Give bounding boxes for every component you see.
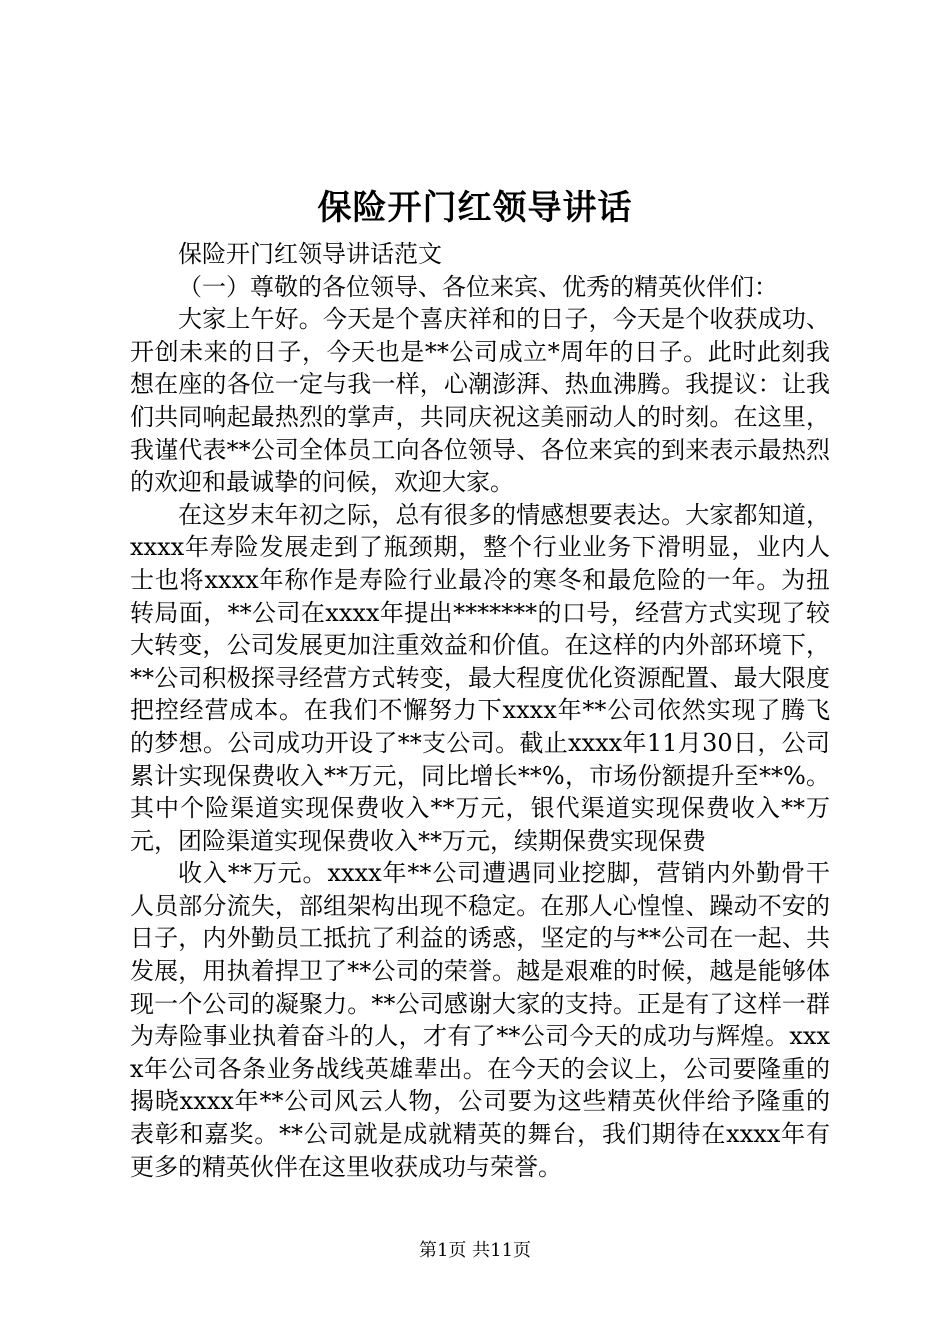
subtitle-paragraph: 保险开门红领导讲话范文 bbox=[178, 240, 442, 268]
page-number-footer: 第1页 共11页 bbox=[418, 1240, 532, 1261]
body-paragraph: 在这岁末年初之际，总有很多的情感想要表达。大家都知道，xxxx年寿险发展走到了瓶颈期，整个行业业务下滑明显，业内人士也将xxxx年称作是寿险行业最冷的寒冬和最危险的一年。为扭转局面，**公司在xxxx年提出*******的口号，经营方式实现了较大转变，公司发展更加注重效益和价值。在这样的内外部环境下，**公司积极探寻经营方式转变，最大程度优化资源配置、最大限度把控经营成本。在我们不懈努力下xxxx年**公司依然实现了腾飞的梦想。公司成功开设了**支公司。截止xxxx年11月30日，公司累计实现保费收入**万元，同比增长**%，市场份额提升至**%。其中个险渠道实现保费收入**万元，银代渠道实现保费收入**万元，团险渠道实现保费收入**万元，续期保费实现保费 bbox=[130, 500, 830, 855]
document-title: 保险开门红领导讲话 bbox=[317, 188, 633, 228]
document-body bbox=[130, 238, 830, 1183]
salutation-paragraph: （一）尊敬的各位领导、各位来宾、优秀的精英伙伴们： bbox=[178, 272, 778, 301]
body-paragraph: 收入**万元。xxxx年**公司遭遇同业挖脚，营销内外勤骨干人员部分流失，部组架构出现不稳定。在那人心惶惶、躁动不安的日子，内外勤员工抵抗了利益的诱惑，坚定的与**公司在一起、共发展，用执着捍卫了**公司的荣誉。越是艰难的时候，越是能够体现一个公司的凝聚力。**公司感谢大家的支持。正是有了这样一群为寿险事业执着奋斗的人，才有了**公司今天的成功与辉煌。xxxx年公司各条业务战线英雄辈出。在今天的会议上，公司要隆重的揭晓xxxx年**公司风云人物，公司要为这些精英伙伴给予隆重的表彰和嘉奖。**公司就是成就精英的舞台，我们期待在xxxx年有更多的精英伙伴在这里收获成功与荣誉。 bbox=[130, 859, 830, 1181]
body-paragraph: 大家上午好。今天是个喜庆祥和的日子，今天是个收获成功、开创未来的日子，今天也是**公司成立*周年的日子。此时此刻我想在座的各位一定与我一样，心潮澎湃、热血沸腾。我提议：让我们共同响起最热烈的掌声，共同庆祝这美丽动人的时刻。在这里，我谨代表**公司全体员工向各位领导、各位来宾的到来表示最热烈的欢迎和最诚挚的问候，欢迎大家。 bbox=[130, 305, 830, 497]
